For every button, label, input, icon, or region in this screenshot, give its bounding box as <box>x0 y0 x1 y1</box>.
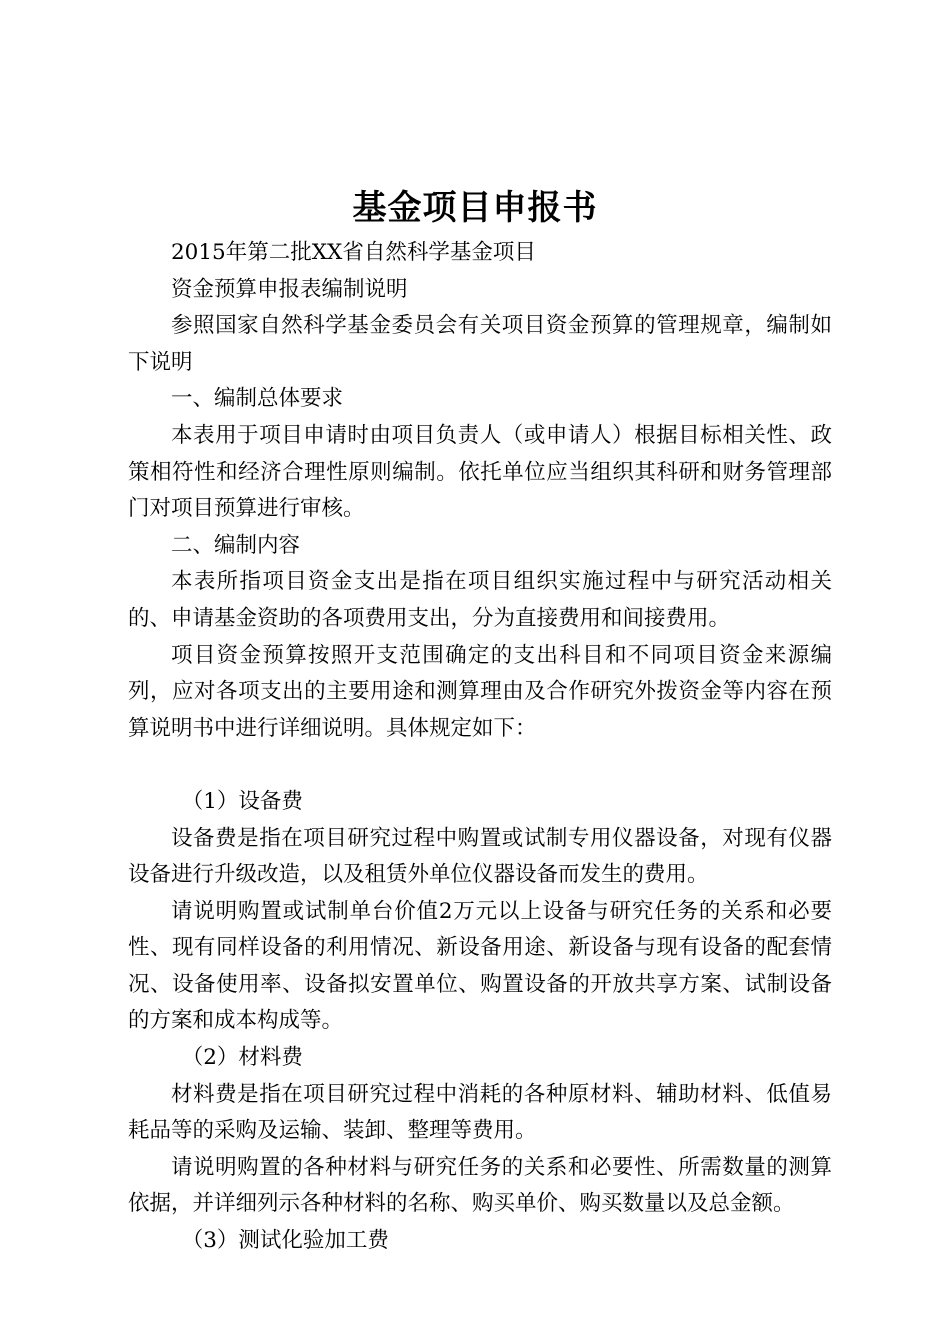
document-title: 基金项目申报书 <box>352 188 598 228</box>
section-heading-content: 二、编制内容 <box>171 532 301 558</box>
paragraph-batch-line: 2015年第二批XX省自然科学基金项目 <box>171 240 536 265</box>
blank-line <box>128 747 832 784</box>
paragraph-material-definition: 材料费是指在项目研究过程中消耗的各种原材料、辅助材料、低值易耗品等的采购及运输、装卸、整理等费用。 <box>128 1081 832 1144</box>
section-heading-general-requirements: 一、编制总体要求 <box>171 386 344 412</box>
paragraph-equipment-definition: 设备费是指在项目研究过程中购置或试制专用仪器设备，对现有仪器设备进行升级改造，以及租赁外单位仪器设备而发生的费用。 <box>128 825 832 888</box>
subheading-material-fee: （2）材料费 <box>181 1045 303 1071</box>
paragraph-general-requirements: 本表用于项目申请时由项目负责人（或申请人）根据目标相关性、政策相符性和经济合理性原则编制。依托单位应当组织其科研和财务管理部门对项目预算进行审核。 <box>128 422 832 522</box>
subheading-testing-fee: （3）测试化验加工费 <box>181 1228 389 1254</box>
paragraph-intro: 参照国家自然科学基金委员会有关项目资金预算的管理规章，编制如下说明 <box>128 313 832 375</box>
paragraph-material-instructions: 请说明购置的各种材料与研究任务的关系和必要性、所需数量的测算依据，并详细列示各种材料的名称、购买单价、购买数量以及总金额。 <box>128 1154 832 1217</box>
paragraph-expenditure-definition: 本表所指项目资金支出是指在项目组织实施过程中与研究活动相关的、申请基金资助的各项费用支出，分为直接费用和间接费用。 <box>128 569 832 631</box>
paragraph-budget-rules: 项目资金预算按照开支范围确定的支出科目和不同项目资金来源编列，应对各项支出的主要用途和测算理由及合作研究外拨资金等内容在预算说明书中进行详细说明。具体规定如下： <box>128 642 832 741</box>
document-body <box>128 235 832 1260</box>
subheading-equipment-fee: （1）设备费 <box>181 788 303 814</box>
paragraph-equipment-instructions: 请说明购置或试制单台价值2万元以上设备与研究任务的关系和必要性、现有同样设备的利用情况、新设备用途、新设备与现有设备的配套情况、设备使用率、设备拟安置单位、购置设备的开放共享方案、试制设备的方案和成本构成等。 <box>128 898 832 1034</box>
paragraph-subtitle-line: 资金预算申报表编制说明 <box>171 276 408 302</box>
